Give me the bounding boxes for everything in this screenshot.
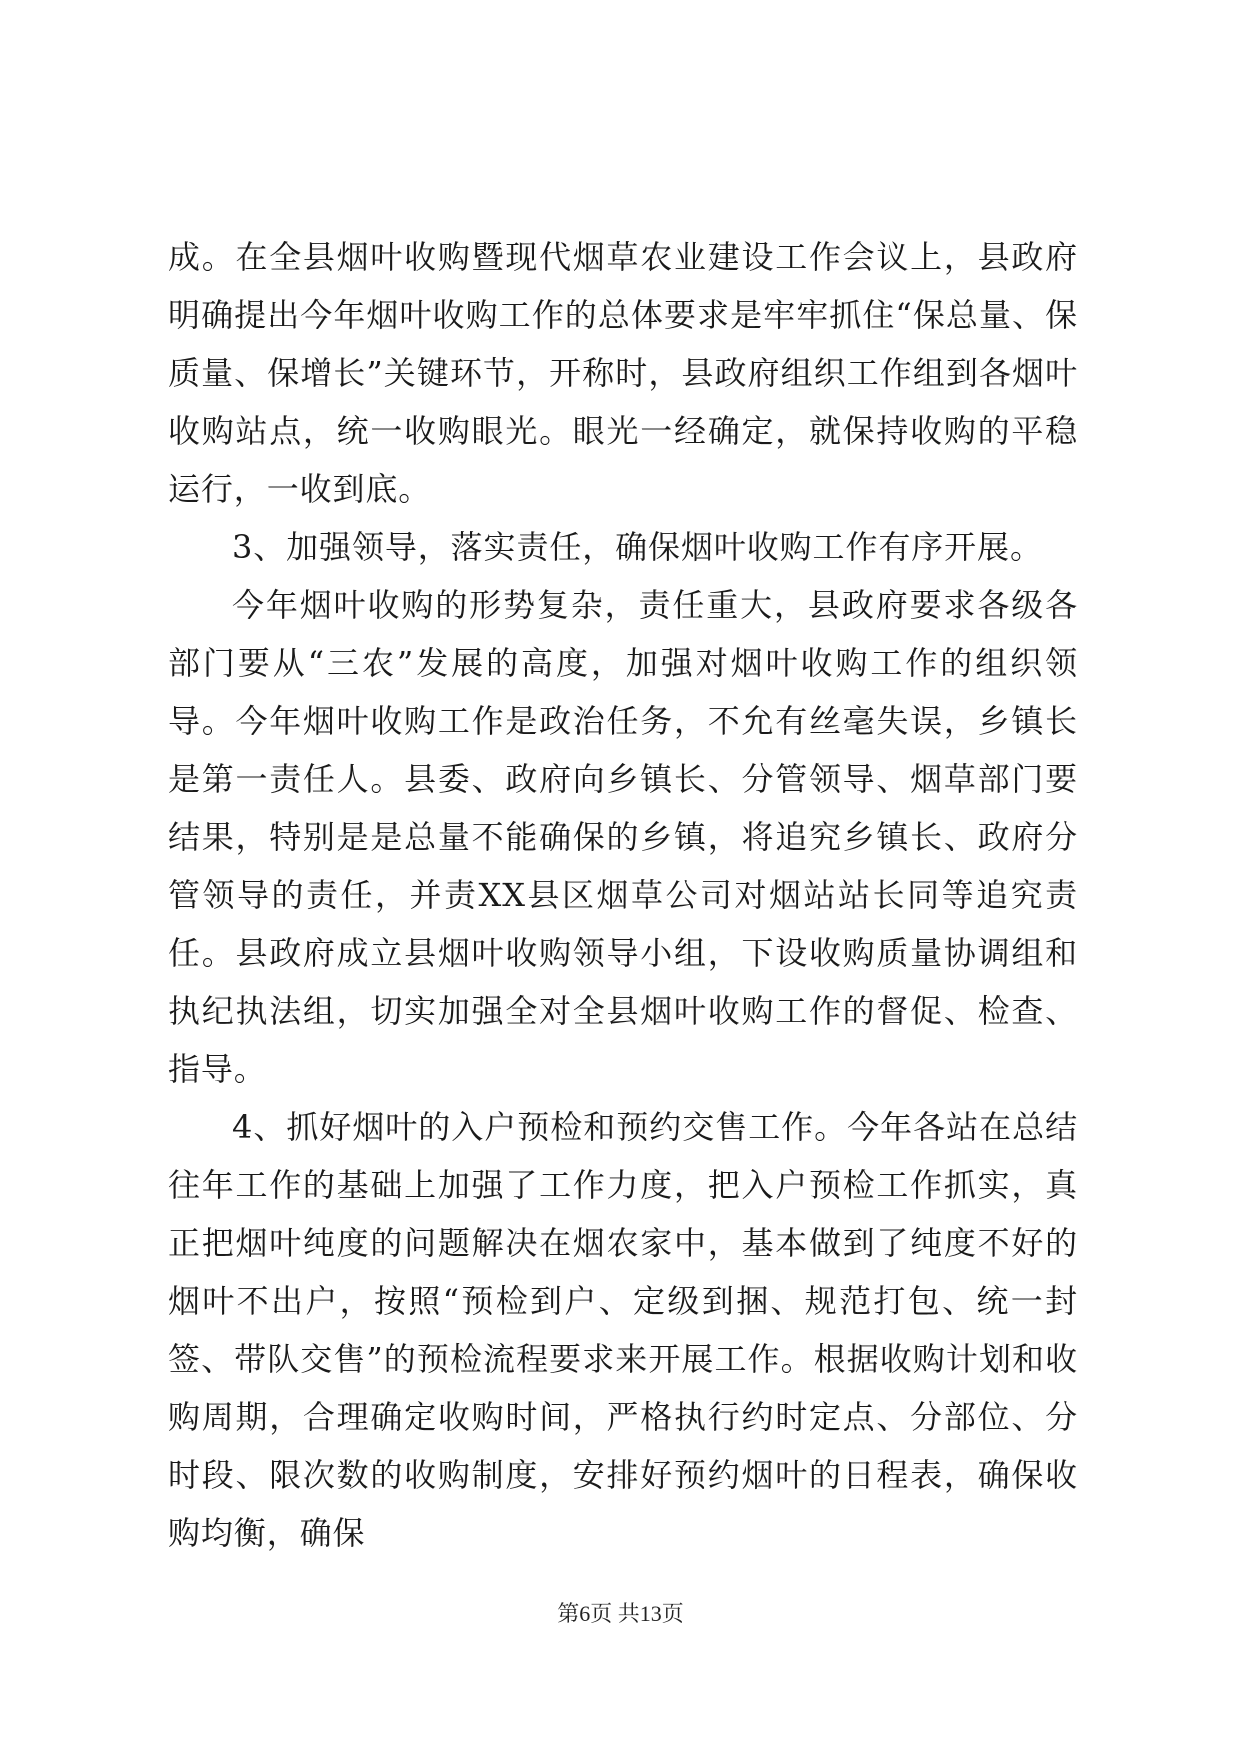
section-heading-4-paragraph: 4、抓好烟叶的入户预检和预约交售工作。今年各站在总结往年工作的基础上加强了工作力度，把入户预检工作抓实，真正把烟叶纯度的问题解决在烟农家中，基本做到了纯度不好的烟叶不出户，按照“预检到户、定级到捆、规范打包、统一封签、带队交售”的预检流程要求来开展工作。根据收购计划和收购周期，合理确定收购时间，严格执行约时定点、分部位、分时段、限次数的收购制度，安排好预约烟叶的日程表，确保收购均衡，确保 (168, 1108, 1078, 1552)
paragraph-leadership: 今年烟叶收购的形势复杂，责任重大，县政府要求各级各部门要从“三农”发展的高度，加强对烟叶收购工作的组织领导。今年烟叶收购工作是政治任务，不允有丝毫失误，乡镇长是第一责任人。县委、政府向乡镇长、分管领导、烟草部门要结果，特别是是总量不能确保的乡镇，将追究乡镇长、政府分管领导的责任，并责XX县区烟草公司对烟站站长同等追究责任。县政府成立县烟叶收购领导小组，下设收购质量协调组和执纪执法组，切实加强全对全县烟叶收购工作的督促、检查、指导。 (168, 586, 1078, 1088)
page-number-footer: 第6页 共13页 (557, 1601, 684, 1626)
document-body (168, 228, 1078, 1562)
section-heading-3: 3、加强领导，落实责任，确保烟叶收购工作有序开展。 (232, 528, 1043, 566)
paragraph-continuation: 成。在全县烟叶收购暨现代烟草农业建设工作会议上，县政府明确提出今年烟叶收购工作的总体要求是牢牢抓住“保总量、保质量、保增长”关键环节，开称时，县政府组织工作组到各烟叶收购站点，统一收购眼光。眼光一经确定，就保持收购的平稳运行，一收到底。 (168, 238, 1078, 508)
